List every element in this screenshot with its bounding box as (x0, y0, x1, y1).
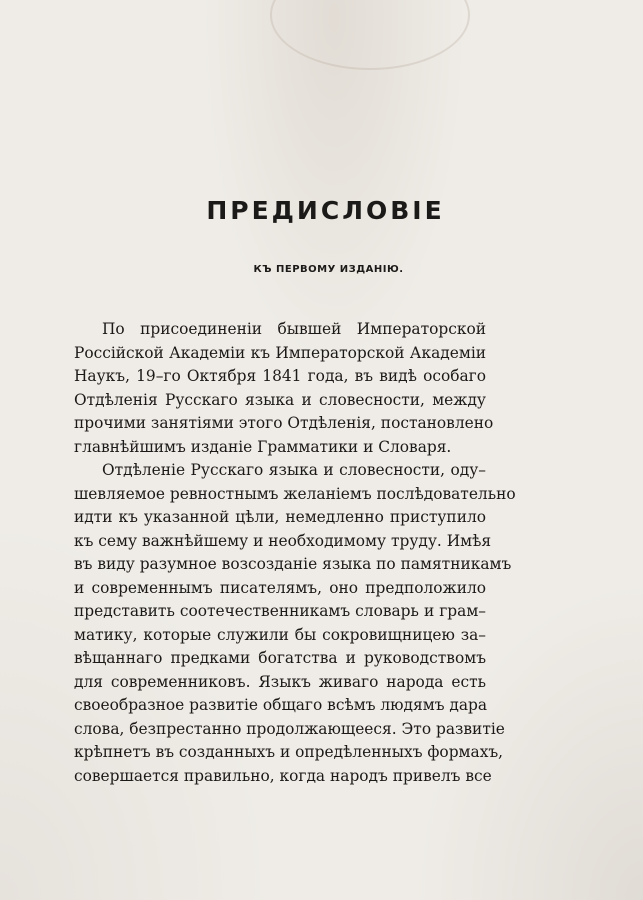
text-line: и современнымъ писателямъ, оно предположило (74, 578, 486, 597)
text-line: въ виду разумное возсозданіе языка по памятникамъ (74, 555, 512, 573)
text-line: представить соотечественникамъ словарь и грам– (74, 602, 486, 620)
stain-mark (270, 0, 470, 70)
text-line: главнѣйшимъ изданіе Грамматики и Словаря. (74, 437, 452, 456)
text-line: Отдѣленія Русскаго языка и словесности, между (74, 390, 486, 409)
text-line: По присоединеніи бывшей Императорской (102, 320, 486, 338)
text-line: Отдѣленіе Русскаго языка и словесности, оду– (102, 461, 486, 479)
page-subtitle: КЪ ПЕРВОМУ ИЗДАНІЮ. (253, 264, 404, 275)
text-line: Наукъ, 19–го Октября 1841 года, въ видѣ особаго (74, 367, 486, 385)
text-line: прочими занятіями этого Отдѣленія, постановлено (74, 414, 494, 432)
text-line: къ сему важнѣйшему и необходимому труду. Имѣя (74, 531, 492, 550)
text-line: Россійской Академіи къ Императорской Академіи (74, 343, 486, 362)
text-line: крѣпнетъ въ созданныхъ и опредѣленныхъ формахъ, (74, 743, 504, 761)
text-line: слова, безпрестанно продолжающееся. Это развитіе (74, 719, 505, 738)
text-line: шевляемое ревностнымъ желаніемъ послѣдовательно (74, 484, 516, 503)
text-line: вѣщаннаго предками богатства и руководствомъ (74, 649, 486, 667)
text-line: матику, которые служили бы сокровищницею за– (74, 625, 486, 644)
text-line: идти къ указанной цѣли, немедленно приступило (74, 508, 486, 526)
text-line: совершается правильно, когда народъ привелъ все (74, 766, 492, 785)
page-title: ПРЕДИСЛОВІЕ (206, 196, 445, 225)
text-line: своеобразное развитіе общаго всѣмъ людямъ дара (74, 696, 488, 714)
body-text (74, 318, 516, 788)
text-line: для современниковъ. Языкъ живаго народа есть (74, 672, 486, 691)
